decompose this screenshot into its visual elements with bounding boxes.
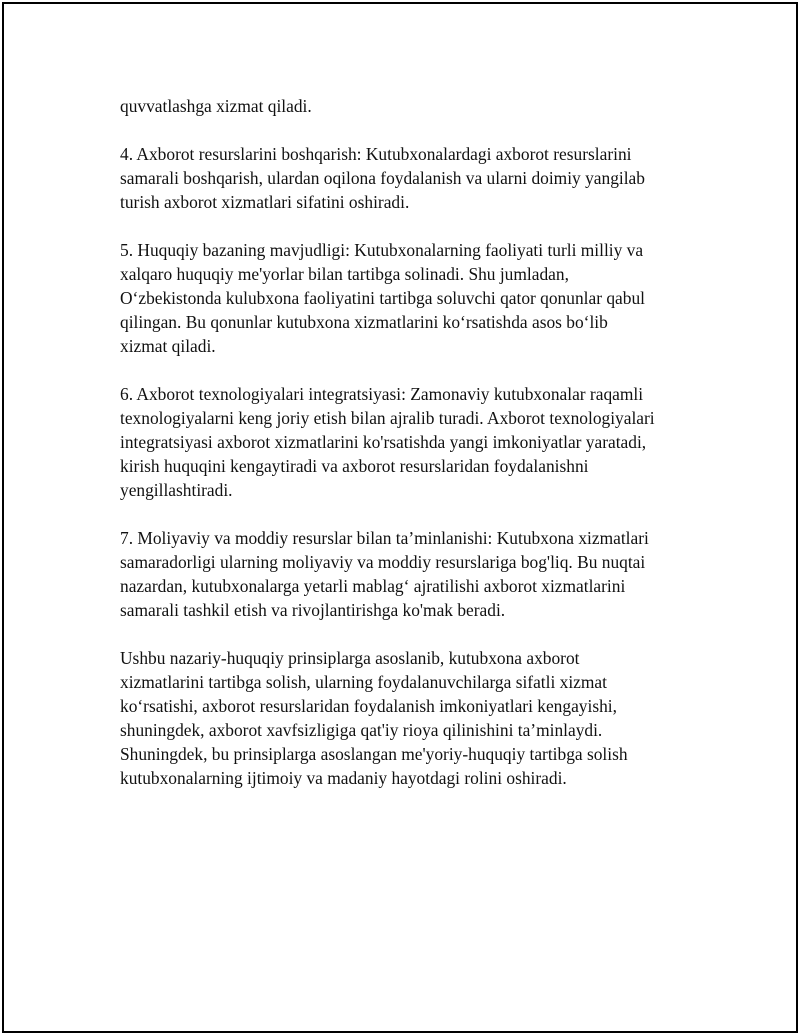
document-page: [2, 2, 798, 1033]
paragraph-item-6: 6. Axborot texnologiyalari integratsiyasi: Zamonaviy kutubxonalar raqamli texnologiyalarni keng joriy etish bilan ajralib turadi. Axborot texnologiyalari integratsiyasi axborot xizmatlarini ko'rsatishda yangi imkoniyatlar yaratadi, kirish huquqini kengaytiradi va axborot resurslaridan foydalanishni yengillashtiradi.: [120, 384, 655, 500]
paragraph-conclusion: Ushbu nazariy-huquqiy prinsiplarga asoslanib, kutubxona axborot xizmatlarini tartibga solish, ularning foydalanuvchilarga sifatli xizmat ko‘rsatishi, axborot resurslaridan foydalanish imkoniyatlari kengayishi, shuningdek, axborot xavfsizligiga qat'iy rioya qilinishini ta’minlaydi. Shuningdek, bu prinsiplarga asoslangan me'yoriy-huquqiy tartibga solish kutubxonalarning ijtimoiy va madaniy hayotdagi rolini oshiradi.: [120, 648, 628, 788]
paragraph-item-7: 7. Moliyaviy va moddiy resurslar bilan ta’minlanishi: Kutubxona xizmatlari samaradorligi ularning moliyaviy va moddiy resurslariga bog'liq. Bu nuqtai nazardan, kutubxonalarga yetarli mablag‘ ajratilishi axborot xizmatlarini samarali tashkil etish va rivojlantirishga ko'mak beradi.: [120, 528, 649, 620]
paragraph-item-5: 5. Huquqiy bazaning mavjudligi: Kutubxonalarning faoliyati turli milliy va xalqaro huquqiy me'yorlar bilan tartibga solinadi. Shu jumladan, O‘zbekistonda kulubxona faoliyatini tartibga soluvchi qator qonunlar qabul qilingan. Bu qonunlar kutubxona xizmatlarini ko‘rsatishda asos bo‘lib xizmat qiladi.: [120, 240, 645, 356]
document-body: [120, 94, 720, 814]
paragraph-continuation: quvvatlashga xizmat qiladi.: [120, 96, 312, 116]
paragraph-item-4: 4. Axborot resurslarini boshqarish: Kutubxonalardagi axborot resurslarini samarali boshqarish, ulardan oqilona foydalanish va ularni doimiy yangilab turish axborot xizmatlari sifatini oshiradi.: [120, 144, 645, 212]
